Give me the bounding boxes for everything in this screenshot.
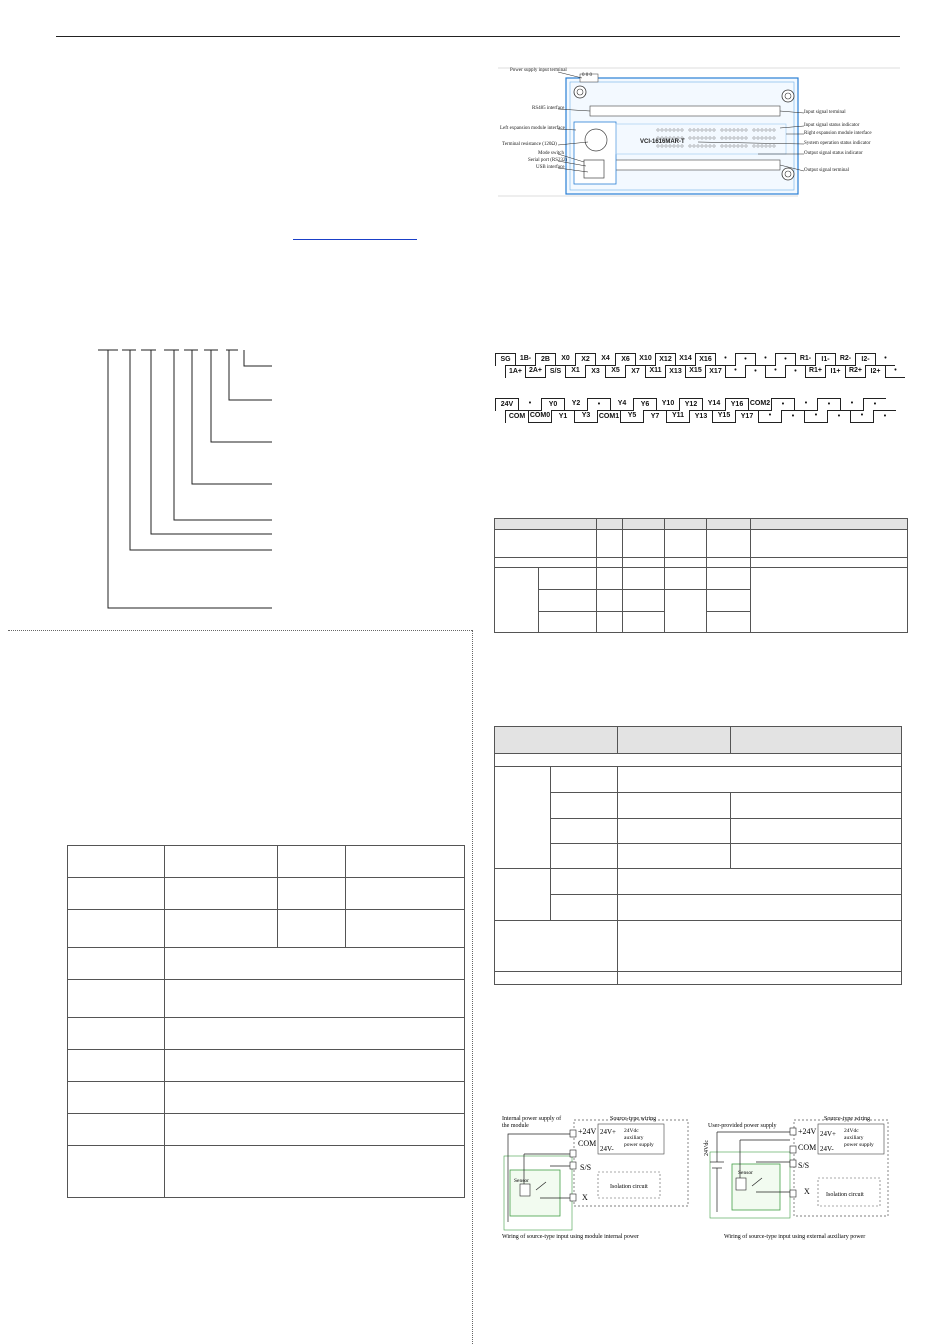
terminal-cell: • xyxy=(771,398,794,411)
terminal-cell: X10 xyxy=(635,353,655,366)
wiring-left-24vminus: 24V- xyxy=(600,1145,614,1153)
wiring-right-caption: Wiring of source-type input using external auxiliary power xyxy=(724,1234,866,1240)
wiring-left-source-type: Source-type wiring xyxy=(610,1116,657,1122)
wiring-right-isolation: Isolation circuit xyxy=(826,1192,864,1198)
terminal-cell: • xyxy=(863,398,886,411)
plc-module-diagram xyxy=(498,62,900,202)
terminal-cell: R2- xyxy=(835,353,855,366)
label-left-expansion: Left expansion module interface xyxy=(500,126,565,131)
terminal-cell: • xyxy=(794,398,817,411)
wiring-right-source-type: Source-type wiring xyxy=(824,1116,871,1122)
terminal-cell: • xyxy=(850,410,873,423)
terminal-cell: Y16 xyxy=(725,398,748,411)
dotted-separator-vertical xyxy=(472,630,473,1344)
wiring-left-title-2: the module xyxy=(502,1123,529,1129)
terminal-cell: Y12 xyxy=(679,398,702,411)
terminal-cell: • xyxy=(781,410,804,423)
table-row xyxy=(495,530,908,558)
terminal-cell: Y13 xyxy=(689,410,712,423)
table-row xyxy=(495,558,908,568)
terminal-cell: • xyxy=(765,365,785,378)
wiring-diagram-internal xyxy=(500,1112,690,1244)
table-row xyxy=(495,972,902,985)
terminal-cell: 2A+ xyxy=(525,365,545,378)
terminal-cell: 1A+ xyxy=(505,365,525,378)
table-row xyxy=(68,878,465,910)
terminal-cell: • xyxy=(715,353,735,366)
terminal-cell: X7 xyxy=(625,365,645,378)
table-row xyxy=(495,869,902,895)
table-row xyxy=(495,568,908,590)
wiring-left-isolation: Isolation circuit xyxy=(610,1184,648,1190)
label-input-signal-terminal: Input signal terminal xyxy=(804,110,846,115)
terminal-cell: R1- xyxy=(795,353,815,366)
terminal-cell: Y14 xyxy=(702,398,725,411)
terminal-cell: I1- xyxy=(815,353,835,366)
terminal-cell: 2B xyxy=(535,353,555,366)
terminal-cell: Y10 xyxy=(656,398,679,411)
terminal-cell: X6 xyxy=(615,353,635,366)
table-row xyxy=(68,1114,465,1146)
terminal-cell: X2 xyxy=(575,353,595,366)
terminal-cell: • xyxy=(785,365,805,378)
wiring-right-sensor: Sensor xyxy=(738,1170,753,1176)
wiring-external-svg xyxy=(700,1112,900,1244)
label-system-status-indicator: System operation status indicator xyxy=(804,141,871,146)
table-row xyxy=(68,910,465,948)
terminal-cell: X3 xyxy=(585,365,605,378)
terminal-cell: • xyxy=(745,365,765,378)
terminal-cell: I1+ xyxy=(825,365,845,378)
wiring-left-24vplus: 24V+ xyxy=(600,1128,617,1136)
wiring-left-x: X xyxy=(582,1193,588,1202)
terminal-cell: • xyxy=(875,353,895,366)
label-rs485-interface: RS485 interface xyxy=(532,106,565,111)
top-terminal-marks: 0 0 0 xyxy=(582,73,592,78)
terminal-cell: • xyxy=(775,353,795,366)
module-model-label: VCI-1616MAR-T xyxy=(640,139,685,145)
wiring-right-aux2: auxiliary xyxy=(844,1135,864,1141)
terminal-cell: X16 xyxy=(695,353,715,366)
table-row xyxy=(495,754,902,767)
label-input-status-indicator: Input signal status indicator xyxy=(804,123,860,128)
terminal-cell: S/S xyxy=(545,365,565,378)
wiring-left-aux1: 24Vdc xyxy=(624,1128,639,1134)
terminal-cell: Y17 xyxy=(735,410,758,423)
table-row xyxy=(68,1018,465,1050)
terminal-cell: X14 xyxy=(675,353,695,366)
model-code-tree xyxy=(96,344,276,614)
terminal-cell: • xyxy=(518,398,541,411)
label-mode-switch: Mode switch xyxy=(538,151,564,156)
wiring-left-caption: Wiring of source-type input using module internal power xyxy=(502,1234,639,1240)
table-row xyxy=(68,1146,465,1198)
wiring-right-title: User-provided power supply xyxy=(708,1123,777,1129)
table-header-row xyxy=(495,727,902,754)
spec-table-right-2 xyxy=(494,726,902,985)
wiring-right-24vplus: 24V+ xyxy=(820,1130,837,1138)
terminal-cell: • xyxy=(827,410,850,423)
terminal-cell: R2+ xyxy=(845,365,865,378)
terminal-cell: R1+ xyxy=(805,365,825,378)
terminal-cell: X5 xyxy=(605,365,625,378)
terminal-cell: Y4 xyxy=(610,398,633,411)
wiring-diagram-external xyxy=(700,1112,900,1244)
terminal-cell: X13 xyxy=(665,365,685,378)
terminal-cell: • xyxy=(758,410,781,423)
table-row xyxy=(68,1082,465,1114)
terminal-cell: Y6 xyxy=(633,398,656,411)
label-power-supply-terminal: Power supply input terminal xyxy=(510,68,567,73)
wiring-right-24vminus: 24V- xyxy=(820,1145,834,1153)
table-header-row xyxy=(495,519,908,530)
wiring-right-aux3: power supply xyxy=(844,1142,874,1148)
table-row xyxy=(495,793,902,819)
output-terminal-block xyxy=(495,398,887,424)
terminal-cell: • xyxy=(804,410,827,423)
wiring-left-aux3: power supply xyxy=(624,1142,654,1148)
input-terminal-block xyxy=(495,353,897,379)
table-row xyxy=(68,846,465,878)
wiring-left-com: COM xyxy=(578,1139,597,1148)
table-row xyxy=(495,844,902,869)
wiring-left-aux2: auxiliary xyxy=(624,1135,644,1141)
terminal-cell: X17 xyxy=(705,365,725,378)
wiring-left-24v: +24V xyxy=(578,1127,597,1136)
table-row xyxy=(495,895,902,921)
terminal-cell: Y5 xyxy=(620,410,643,423)
label-right-expansion: Right expansion module interface xyxy=(804,131,872,136)
wiring-left-ss: S/S xyxy=(580,1163,592,1172)
terminal-cell: X11 xyxy=(645,365,665,378)
label-serial-port: Serial port (RS232) xyxy=(528,158,568,163)
terminal-cell: COM xyxy=(505,410,528,423)
wiring-right-ss: S/S xyxy=(798,1161,810,1170)
page-top-rule xyxy=(56,36,900,37)
spec-table-right-1 xyxy=(494,518,908,633)
wiring-right-24v: +24V xyxy=(798,1127,817,1136)
terminal-cell: Y11 xyxy=(666,410,689,423)
table-row xyxy=(495,767,902,793)
terminal-cell: Y7 xyxy=(643,410,666,423)
terminal-cell: X1 xyxy=(565,365,585,378)
wiring-right-x: X xyxy=(804,1187,810,1196)
wiring-right-24vdc: 24Vdc xyxy=(704,1140,710,1156)
wiring-left-sensor: Sensor xyxy=(514,1178,529,1184)
wiring-right-aux1: 24Vdc xyxy=(844,1128,859,1134)
label-output-status-indicator: Output signal status indicator xyxy=(804,151,863,156)
dotted-separator-horizontal xyxy=(8,630,472,631)
terminal-cell: • xyxy=(587,398,610,411)
terminal-cell: X4 xyxy=(595,353,615,366)
output-terminal-row-bottom xyxy=(505,410,896,423)
table-row xyxy=(68,980,465,1018)
terminal-cell: • xyxy=(885,365,905,378)
spec-table-left xyxy=(67,845,465,1198)
wiring-internal-svg xyxy=(500,1112,690,1244)
terminal-cell: • xyxy=(873,410,896,423)
terminal-cell: X12 xyxy=(655,353,675,366)
input-terminal-row-bottom xyxy=(505,365,905,378)
terminal-cell: COM2 xyxy=(748,398,771,411)
terminal-cell: Y0 xyxy=(541,398,564,411)
terminal-cell: COM0 xyxy=(528,410,551,423)
terminal-cell: • xyxy=(735,353,755,366)
terminal-cell: • xyxy=(817,398,840,411)
terminal-cell: • xyxy=(755,353,775,366)
hyperlink-underline[interactable] xyxy=(293,239,417,240)
table-row xyxy=(495,921,902,972)
table-row xyxy=(68,948,465,980)
wiring-left-title-1: Internal power supply of xyxy=(502,1116,562,1122)
table-row xyxy=(68,1050,465,1082)
terminal-cell: COM1 xyxy=(597,410,620,423)
wiring-right-com: COM xyxy=(798,1143,817,1152)
label-terminal-resistance: Terminal resistance (120Ω) xyxy=(502,142,557,147)
terminal-cell: 24V xyxy=(495,398,518,411)
terminal-cell: 1B- xyxy=(515,353,535,366)
table-row xyxy=(495,819,902,844)
label-usb-interface: USB interface xyxy=(536,165,565,170)
terminal-cell: Y2 xyxy=(564,398,587,411)
terminal-cell: Y1 xyxy=(551,410,574,423)
terminal-cell: I2+ xyxy=(865,365,885,378)
terminal-cell: I2- xyxy=(855,353,875,366)
terminal-cell: Y15 xyxy=(712,410,735,423)
label-output-signal-terminal: Output signal terminal xyxy=(804,168,849,173)
terminal-cell: X15 xyxy=(685,365,705,378)
terminal-cell: SG xyxy=(495,353,515,366)
model-code-tree-svg xyxy=(96,344,276,614)
terminal-cell: • xyxy=(725,365,745,378)
terminal-cell: • xyxy=(840,398,863,411)
terminal-cell: Y3 xyxy=(574,410,597,423)
terminal-cell: X0 xyxy=(555,353,575,366)
